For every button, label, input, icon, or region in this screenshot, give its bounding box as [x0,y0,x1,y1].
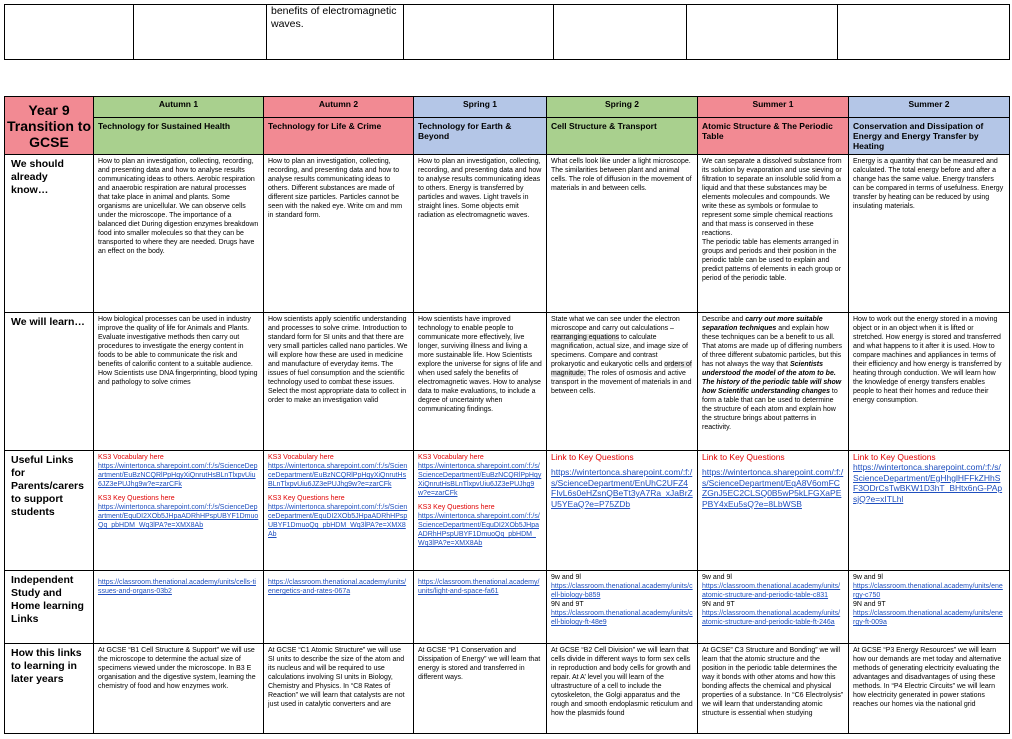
row-label-already-know: We should already know… [5,155,94,313]
fragment-cell: benefits of electromagnetic waves. [267,5,404,60]
row-already-know [5,155,1010,313]
topic-autumn-2: Technology for Life & Crime [264,118,414,155]
topic-spring-1: Technology for Earth & Beyond [414,118,547,155]
row-later-years [5,644,1010,734]
group-label: 9N and 9T [551,601,584,608]
row-label-independent-study: Independent Study and Home learning Links [5,571,94,644]
fragment-cell [5,5,134,60]
topic-summer-1: Atomic Structure & The Periodic Table [698,118,849,155]
fragment-cell [404,5,554,60]
learn-summer-1-text-c: and explain how these techniques can be a benefit to us all. That atoms are made up of differing numbers of three different subatomic particles, but this has not always the way that [702,325,842,368]
curriculum-table [4,96,1010,734]
oak-light-space-link[interactable]: https://classroom.thenational.academy/units/light-and-space-fa61 [418,579,540,595]
group-label: 9w and 9l [702,574,732,581]
links-autumn-1 [94,451,264,571]
topic-autumn-1: Technology for Sustained Health [94,118,264,155]
link-to-key-questions-label: Link to Key Questions [853,452,936,462]
topic-header-row [5,118,1010,155]
ks3-key-questions-link[interactable]: https://wintertonca.sharepoint.com/:f:/s/ScienceDepartment/EquDI2XOb5JHpaADRhHPspUBYF1DmuoQq_pbHDM_Wq3lPA?e=XMX8Ab [418,513,540,547]
learn-spring-2-text-c: The roles of osmosis and active transport in the movement of materials in and between cells. [551,370,692,395]
oak-atomic-structure-ft-link[interactable]: https://classroom.thenational.academy/units/atomic-structure-and-periodic-table-ft-246a [702,610,841,626]
group-label: 9N and 9T [702,601,735,608]
ks3-key-questions-label: KS3 Key Questions here [268,495,345,502]
year-title: Year 9 Transition to GCSE [5,97,94,155]
ks3-vocabulary-link[interactable]: https://wintertonca.sharepoint.com/:f:/s/ScienceDepartment/EuBzNCQRlPpHqyXiQnrutHsBLnTlxpvUiu6JZ3ePUJhg9w?e=zarCFk [268,463,408,488]
term-autumn-2: Autumn 2 [264,97,414,118]
later-autumn-1: At GCSE “B1 Cell Structure & Support” we will use the microscope to determine the actual size of specimens viewed under the microscope. In B3 E organisation and the digestive system, learning the chemistry of food and how enzymes work. [94,644,264,734]
know-summer-1-text: We can separate a dissolved substance from its solution by evaporation and use sieving or filtration to separate an insoluble solid from a liquid and that these substances may be elements molecules and compounds. We write these as symbols or formulae to represent some simple chemical reactions and that mass is conserved in these reactions. [702,158,842,237]
ks3-vocabulary-link[interactable]: https://wintertonca.sharepoint.com/:f:/s/ScienceDepartment/EuBzNCQRlPpHqyXiQnrutHsBLnTlxpvUiu6JZ3ePUJhg9w?e=zarCFk [98,463,258,488]
learn-summer-1-emphasis-1: carry out more suitable separation techniques [702,316,823,332]
oak-cell-biology-link[interactable]: https://classroom.thenational.academy/units/cell-biology-b859 [551,583,693,599]
learn-autumn-2: How scientists apply scientific understanding and processes to solve crime. Introduction to standard form for SI units and that there are very small particles called nano particles. We will explore how these are used in medicine and manufacture of everyday items. The issues of fuel consumption and the scientific technology used to combat these issues. Select the most appropriate data to collect in order to make an investigation valid [264,313,414,451]
fragment-cell [687,5,838,60]
term-spring-2: Spring 2 [547,97,698,118]
highlight-orders-of-magnitude: orders of magnitude. [551,361,692,377]
topic-summer-2: Conservation and Dissipation of Energy and Energy Transfer by Heating [849,118,1010,155]
row-will-learn [5,313,1010,451]
highlight-rearranging-equations: rearranging equations [551,334,620,341]
know-spring-1: How to plan an investigation, collecting, recording, and presenting data and how to analyse results communicating ideas to others. Energy is transferred by particles and waves. Light travels in straight lines. Some objects emit radiation as electromagnetic waves. [414,155,547,313]
know-summer-1-extra: The periodic table has elements arranged in groups and periods and their position in the periodic table can be used to explain and predict patterns of elements in each group or period of the periodic table. [702,239,841,282]
learn-summer-2: How to work out the energy stored in a moving object or in an object when it is lifted or stretched. How energy is stored and transferred and what happens to it after it is used. How to compare machines and appliances in terms of their efficiency and how energy is transferred by heating through conduction. We will learn how the knowledge of energy transfers enables people to heat their homes and reduce their energy consumption. [849,313,1010,451]
group-label: 9w and 9l [551,574,581,581]
row-label-later-years: How this links to learning in later years [5,644,94,734]
oak-atomic-structure-link[interactable]: https://classroom.thenational.academy/units/atomic-structure-and-periodic-table-c831 [702,583,841,599]
term-spring-1: Spring 1 [414,97,547,118]
term-autumn-1: Autumn 1 [94,97,264,118]
group-label: 9w and 9l [853,574,883,581]
later-spring-2: At GCSE “B2 Cell Division” we will learn that cells divide in different ways to form sex cells in reproduction and body cells for growth and repair. At A’ level you will learn of the ultrastructure of a cell to include the cytoskeleton, the Golgi apparatus and the rough and smooth endoplasmic reticulum and how the plasmids found [547,644,698,734]
oak-cell-biology-ft-link[interactable]: https://classroom.thenational.academy/units/cell-biology-ft-48e9 [551,610,693,626]
oak-cells-link[interactable]: https://classroom.thenational.academy/units/cells-tissues-and-organs-03b2 [98,579,256,595]
ks3-key-questions-link[interactable]: https://wintertonca.sharepoint.com/:f:/s/ScienceDepartment/EquDI2XOb5JHpaADRhHPspUBYF1DmuoQq_pbHDM_Wq3lPA?e=XMX8Ab [98,504,259,529]
ks3-key-questions-label: KS3 Key Questions here [98,495,175,502]
learn-summer-1-text-d: to form a table that can be used to determine the structure of each atom and explain how the structure brings about patterns in reactivity. [702,388,838,431]
know-autumn-2: How to plan an investigation, collecting, recording, and presenting data and how to analyse results communicating ideas to others. Different substances are made of different size particles. Particles cannot be seen with the naked eye. Write cm and mm in standard form. [264,155,414,313]
previous-table-fragment [4,4,1010,60]
learn-summer-1-text-a: Describe and [702,316,746,323]
ks3-vocabulary-link[interactable]: https://wintertonca.sharepoint.com/:f:/s/ScienceDepartment/EuBzNCQRlPpHqyXiQnrutHsBLnTlxpvUiu6JZ3ePUJhg9w?e=zarCFk [418,463,542,497]
know-summer-1 [698,155,849,313]
links-summer-2 [849,451,1010,571]
learn-spring-2-text-b: to calculate magnification, actual size, and image size of specimens. Compare and contrast prokaryotic and eukaryotic cells and [551,334,688,368]
ks3-key-questions-label: KS3 Key Questions here [418,504,495,511]
learn-spring-1: How scientists have improved technology to enable people to communicate more effectively, live longer, surviving illness and living a more sustainable life. How Scientists explore the universe for signs of life and when used safely the benefits of electromagnetic waves. How to analyse data to make evaluations, to include a degree of uncertainty when communicating findings. [414,313,547,451]
oak-energy-ft-link[interactable]: https://classroom.thenational.academy/units/energy-ft-009a [853,610,1003,626]
independent-spring-1 [414,571,547,644]
row-useful-links [5,451,1010,571]
spring-2-key-questions-link[interactable]: https://wintertonca.sharepoint.com/:f:/s/ScienceDepartment/EnUhC2UFZ4FIvL6s0eHZsnQBeTt3yA7Ra_xJaBrZU5YEaQ?e=P75ZDb [551,467,693,509]
know-spring-2: What cells look like under a light microscope. The similarities between plant and animal cells. The role of diffusion in the movement of materials in and between cells. [547,155,698,313]
independent-summer-2 [849,571,1010,644]
learn-spring-2 [547,313,698,451]
know-autumn-1: How to plan an investigation, collecting, recording, and presenting data and how to analyse results communicating ideas to others. Aerobic respiration and anaerobic respiration are natural processes that take place in animal and plants. Some organisms are unicellular. We can observe cells under the microscope. The importance of a balanced diet During digestion enzymes breakdown food into smaller molecules so that they can be transported to where they are needed. Drugs have an effect on the body. [94,155,264,313]
group-label: 9N and 9T [853,601,886,608]
independent-autumn-2 [264,571,414,644]
independent-summer-1 [698,571,849,644]
ks3-key-questions-link[interactable]: https://wintertonca.sharepoint.com/:f:/s/ScienceDepartment/EquDI2XOb5JHpaADRhHPspUBYF1DmuoQq_pbHDM_Wq3lPA?e=XMX8Ab [268,504,408,538]
ks3-vocabulary-label: KS3 Vocabulary here [418,454,484,461]
learn-spring-2-text-a: State what we can see under the electron microscope and carry out calculations – [551,316,680,332]
term-summer-1: Summer 1 [698,97,849,118]
fragment-cell [134,5,267,60]
row-independent-study [5,571,1010,644]
later-summer-1: At GCSE” C3 Structure and Bonding” we will learn that the atomic structure and the position in the periodic table determines the way it bonds with other atoms and how this bonding affects the chemical and physical properties of a substance. In “C6 Electrolysis” we will learn that understanding atomic structure is essential when studying [698,644,849,734]
learn-summer-1 [698,313,849,451]
row-label-will-learn: We will learn… [5,313,94,451]
ks3-vocabulary-label: KS3 Vocabulary here [98,454,164,461]
fragment-cell [554,5,687,60]
learn-summer-1-emphasis-2: Scientists understood the model of the atom to be. The history of the periodic table will show how Scientific understanding changes [702,361,842,395]
links-spring-2 [547,451,698,571]
topic-spring-2: Cell Structure & Transport [547,118,698,155]
ks3-vocabulary-label: KS3 Vocabulary here [268,454,334,461]
summer-1-key-questions-link[interactable]: https://wintertonca.sharepoint.com/:f:/s/ScienceDepartment/EqA8V6omFCZGnJ5EC2CLSQ0B5wP5kLFGXaPEPBY4xEu5sQ?e=8LbWSB [702,467,844,509]
later-autumn-2: At GCSE “C1 Atomic Structure” we will use SI units to describe the size of the atom and its nucleus and will be required to use calculations involving SI units in Biology, Chemistry and Physics. In “C8 Rates of Reaction” we will learn that catalysts are not just used in catalytic converters and are [264,644,414,734]
links-summer-1 [698,451,849,571]
later-spring-1: At GCSE “P1 Conservation and Dissipation of Energy” we will learn that energy is stored and transferred in different ways. [414,644,547,734]
later-summer-2: At GCSE “P3 Energy Resources” we will learn how our demands are met today and alternative methods of generating electricity evaluating the advantages and disadvantages of using these methods. In “P4 Electric Circuits” we will learn how electricity generated in power stations reaches our homes via the national grid [849,644,1010,734]
row-label-useful-links: Useful Links for Parents/carers to support students [5,451,94,571]
oak-energetics-link[interactable]: https://classroom.thenational.academy/units/energetics-and-rates-067a [268,579,407,595]
learn-autumn-1: How biological processes can be used in industry improve the quality of life for Animals and Plants. Evaluate investigative methods then carry out procedures to investigate the energy content in foods to be able to communicate the risk and benefits of calorific content to a suitable audience. How Scientists use DNA fingerprinting, blood typing and pathology to solve crimes [94,313,264,451]
oak-energy-link[interactable]: https://classroom.thenational.academy/units/energy-c750 [853,583,1003,599]
term-header-row [5,97,1010,118]
know-summer-2: Energy is a quantity that can be measured and calculated. The total energy before and after a change has the same value. Energy transfers can be compared in terms of usefulness. Energy transfer by heating can be reduced by using insulating materials. [849,155,1010,313]
term-summer-2: Summer 2 [849,97,1010,118]
link-to-key-questions-label: Link to Key Questions [702,452,785,462]
link-to-key-questions-label: Link to Key Questions [551,452,634,462]
independent-autumn-1 [94,571,264,644]
independent-spring-2 [547,571,698,644]
summer-2-key-questions-link[interactable]: https://wintertonca.sharepoint.com/:f:/s/ScienceDepartment/EgHhglHFFkZHhSF3ODrCsTwBKW1D3hT_BHtx6nG-PApsjQ?e=xITLhl [853,462,1003,504]
links-autumn-2 [264,451,414,571]
links-spring-1 [414,451,547,571]
fragment-cell [838,5,1010,60]
